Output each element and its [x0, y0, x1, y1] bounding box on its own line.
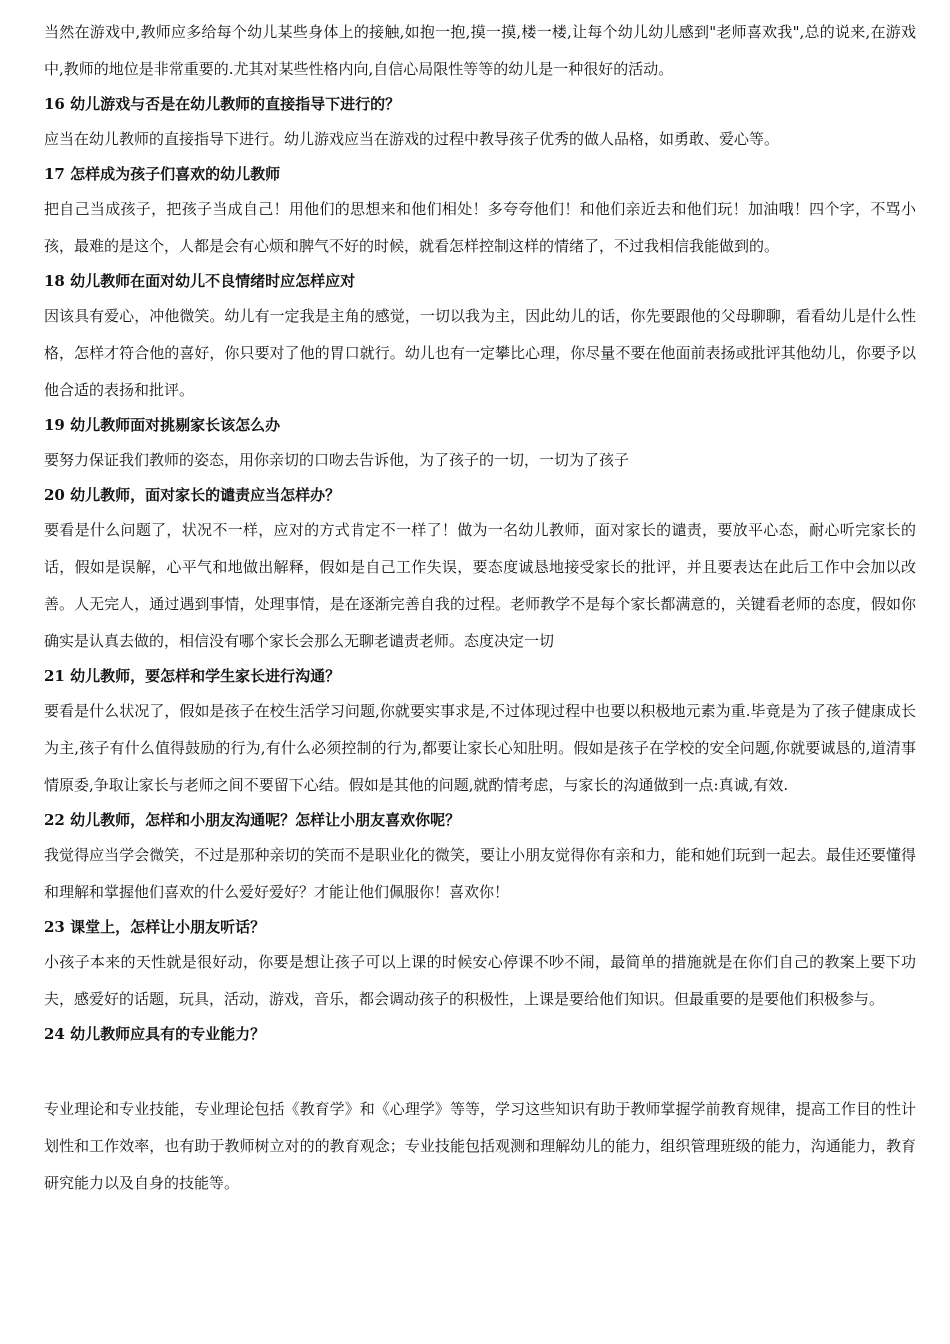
document-page — [44, 14, 916, 1202]
question-heading-19: 19 幼儿教师面对挑剔家长该怎么办 — [44, 416, 281, 434]
intro-paragraph: 当然在游戏中,教师应多给每个幼儿某些身体上的接触,如抱一抱,摸一摸,楼一楼,让每个幼儿幼儿感到"老师喜欢我",总的说来,在游戏中,教师的地位是非常重要的.尤其对某些性格内向,自信心局限性等等的幼儿是一种很好的活动。 — [44, 23, 916, 78]
blank-gap — [44, 1051, 916, 1091]
question-heading-24: 24 幼儿教师应具有的专业能力？ — [44, 1025, 266, 1043]
answer-paragraph-20: 要看是什么问题了，状况不一样，应对的方式肯定不一样了！做为一名幼儿教师，面对家长的谴责，要放平心态，耐心听完家长的话，假如是误解，心平气和地做出解释，假如是自己工作失误，要态度诚恳地接受家长的批评，并且要表达在此后工作中会加以改善。人无完人，通过遇到事情，处理事情，是在逐渐完善自我的过程。老师教学不是每个家长都满意的，关键看老师的态度，假如你确实是认真去做的，相信没有哪个家长会那么无聊老谴责老师。态度决定一切 — [44, 521, 916, 650]
answer-paragraph-19: 要努力保证我们教师的姿态，用你亲切的口吻去告诉他，为了孩子的一切，一切为了孩子 — [44, 451, 630, 469]
answer-paragraph-23: 小孩子本来的天性就是很好动，你要是想让孩子可以上课的时候安心停课不吵不闹，最简单的措施就是在你们自己的教案上要下功夫，感爱好的话题，玩具，活动，游戏，音乐，都会调动孩子的积极性，上课是要给他们知识。但最重要的是要他们积极参与。 — [44, 953, 916, 1008]
question-heading-18: 18 幼儿教师在面对幼儿不良情绪时应怎样应对 — [44, 272, 356, 290]
question-heading-16: 16 幼儿游戏与否是在幼儿教师的直接指导下进行的？ — [44, 95, 401, 113]
question-heading-20: 20 幼儿教师，面对家长的谴责应当怎样办？ — [44, 486, 341, 504]
question-heading-23: 23 课堂上，怎样让小朋友听话？ — [44, 918, 266, 936]
answer-paragraph-24: 专业理论和专业技能，专业理论包括《教育学》和《心理学》等等，学习这些知识有助于教师掌握学前教育规律，提高工作目的性计划性和工作效率，也有助于教师树立对的的教育观念；专业技能包括观测和理解幼儿的能力，组织管理班级的能力，沟通能力，教育研究能力以及自身的技能等。 — [44, 1100, 916, 1192]
answer-paragraph-21: 要看是什么状况了，假如是孩子在校生活学习问题,你就要实事求是,不过体现过程中也要以积极地元素为重.毕竟是为了孩子健康成长为主,孩子有什么值得鼓励的行为,有什么必须控制的行为,都要让家长心知肚明。假如是孩子在学校的安全问题,你就要诚恳的,道清事情原委,争取让家长与老师之间不要留下心结。假如是其他的问题,就酌情考虑，与家长的沟通做到一点:真诚,有效. — [44, 702, 916, 794]
answer-paragraph-17: 把自己当成孩子，把孩子当成自己！用他们的思想来和他们相处！多夸夸他们！和他们亲近去和他们玩！加油哦！四个字，不骂小孩，最难的是这个，人都是会有心烦和脾气不好的时候，就看怎样控制这样的情绪了，不过我相信我能做到的。 — [44, 200, 916, 255]
answer-paragraph-18: 因该具有爱心，冲他微笑。幼儿有一定我是主角的感觉，一切以我为主，因此幼儿的话，你先要跟他的父母聊聊，看看幼儿是什么性格，怎样才符合他的喜好，你只要对了他的胃口就行。幼儿也有一定攀比心理，你尽量不要在他面前表扬或批评其他幼儿，你要予以他合适的表扬和批评。 — [44, 307, 916, 399]
question-heading-17: 17 怎样成为孩子们喜欢的幼儿教师 — [44, 165, 281, 183]
question-heading-22: 22 幼儿教师，怎样和小朋友沟通呢？怎样让小朋友喜欢你呢？ — [44, 811, 461, 829]
answer-paragraph-22: 我觉得应当学会微笑，不过是那种亲切的笑而不是职业化的微笑，要让小朋友觉得你有亲和力，能和她们玩到一起去。最佳还要懂得和理解和掌握他们喜欢的什么爱好爱好？才能让他们佩服你！喜欢你！ — [44, 846, 916, 901]
question-heading-21: 21 幼儿教师，要怎样和学生家长进行沟通？ — [44, 667, 341, 685]
answer-paragraph-16: 应当在幼儿教师的直接指导下进行。幼儿游戏应当在游戏的过程中教导孩子优秀的做人品格，如勇敢、爱心等。 — [44, 130, 780, 148]
